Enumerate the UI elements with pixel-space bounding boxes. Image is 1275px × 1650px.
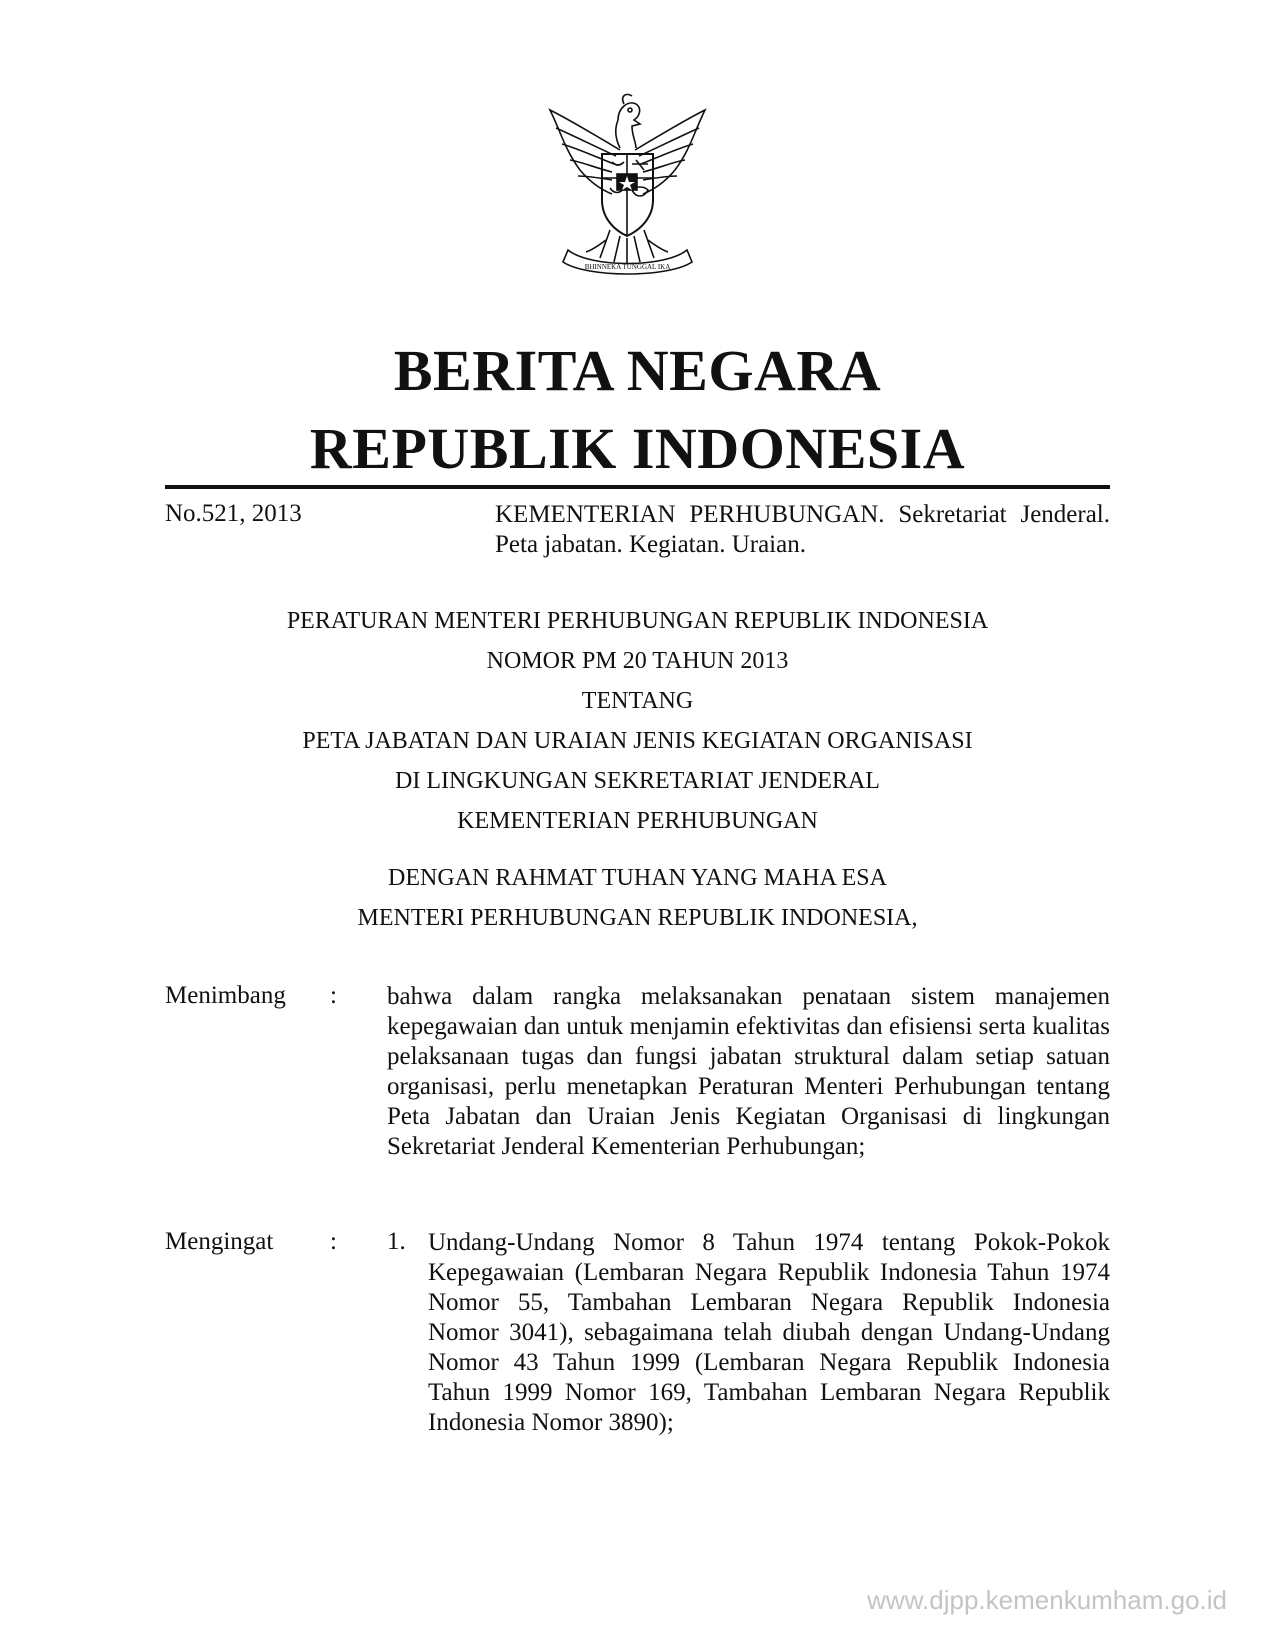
regulation-subject-line: PETA JABATAN DAN URAIAN JENIS KEGIATAN ORGANISASI [302,728,973,754]
emblem-motto: BHINNEKA TUNGGAL IKA [584,263,671,271]
watermark-url: www.djpp.kemenkumham.go.id [867,1585,1227,1615]
masthead-title: BERITA NEGARA [393,338,882,403]
mengingat-item-text: Undang-Undang Nomor 8 Tahun 1974 tentang Pokok-Pokok Kepegawaian (Lembaran Negara Republik Indonesia Tahun 1974 Nomor 55, Tambahan Lembaran Negara Republik Indonesia Nomor 3041), sebagaimana telah diubah dengan Undang-Undang Nomor 43 Tahun 1999 (Lembaran Negara Republik Indonesia Tahun 1999 Nomor 169, Tambahan Lembaran Negara Republik Indonesia Nomor 3890); [428,1229,1110,1436]
preamble-line: MENTERI PERHUBUNGAN REPUBLIK INDONESIA, [357,905,918,931]
menimbang-text: bahwa dalam rangka melaksanakan penataan sistem manajemen kepegawaian dan untuk menjamin efektivitas dan efisiensi serta kualitas pelaksanaan tugas dan fungsi jabatan struktural dalam setiap satuan organisasi, perlu menetapkan Peraturan Menteri Perhubungan tentang Peta Jabatan dan Uraian Jenis Kegiatan Organisasi di lingkungan Sekretariat Jenderal Kementerian Perhubungan; [387,983,1110,1160]
regulation-subject-line: DI LINGKUNGAN SEKRETARIAT JENDERAL [395,768,880,794]
gazette-subject: KEMENTERIAN PERHUBUNGAN. Sekretariat Jenderal. Peta jabatan. Kegiatan. Uraian. [495,501,1110,558]
header-divider [165,485,1110,489]
regulation-about: TENTANG [581,688,694,714]
masthead-subtitle: REPUBLIK INDONESIA [309,416,966,481]
menimbang-colon: : [330,982,337,1009]
regulation-number: NOMOR PM 20 TAHUN 2013 [486,648,789,674]
regulation-subject-line: KEMENTERIAN PERHUBUNGAN [457,808,818,834]
menimbang-label: Menimbang [165,982,286,1009]
mengingat-colon: : [330,1228,337,1255]
preamble-line: DENGAN RAHMAT TUHAN YANG MAHA ESA [388,865,887,891]
regulation-title-line: PERATURAN MENTERI PERHUBUNGAN REPUBLIK INDONESIA [286,608,989,634]
gazette-number: No.521, 2013 [165,500,302,527]
mengingat-label: Mengingat [165,1228,274,1255]
mengingat-item-number: 1. [387,1228,406,1255]
garuda-pancasila-emblem-icon [540,90,715,280]
